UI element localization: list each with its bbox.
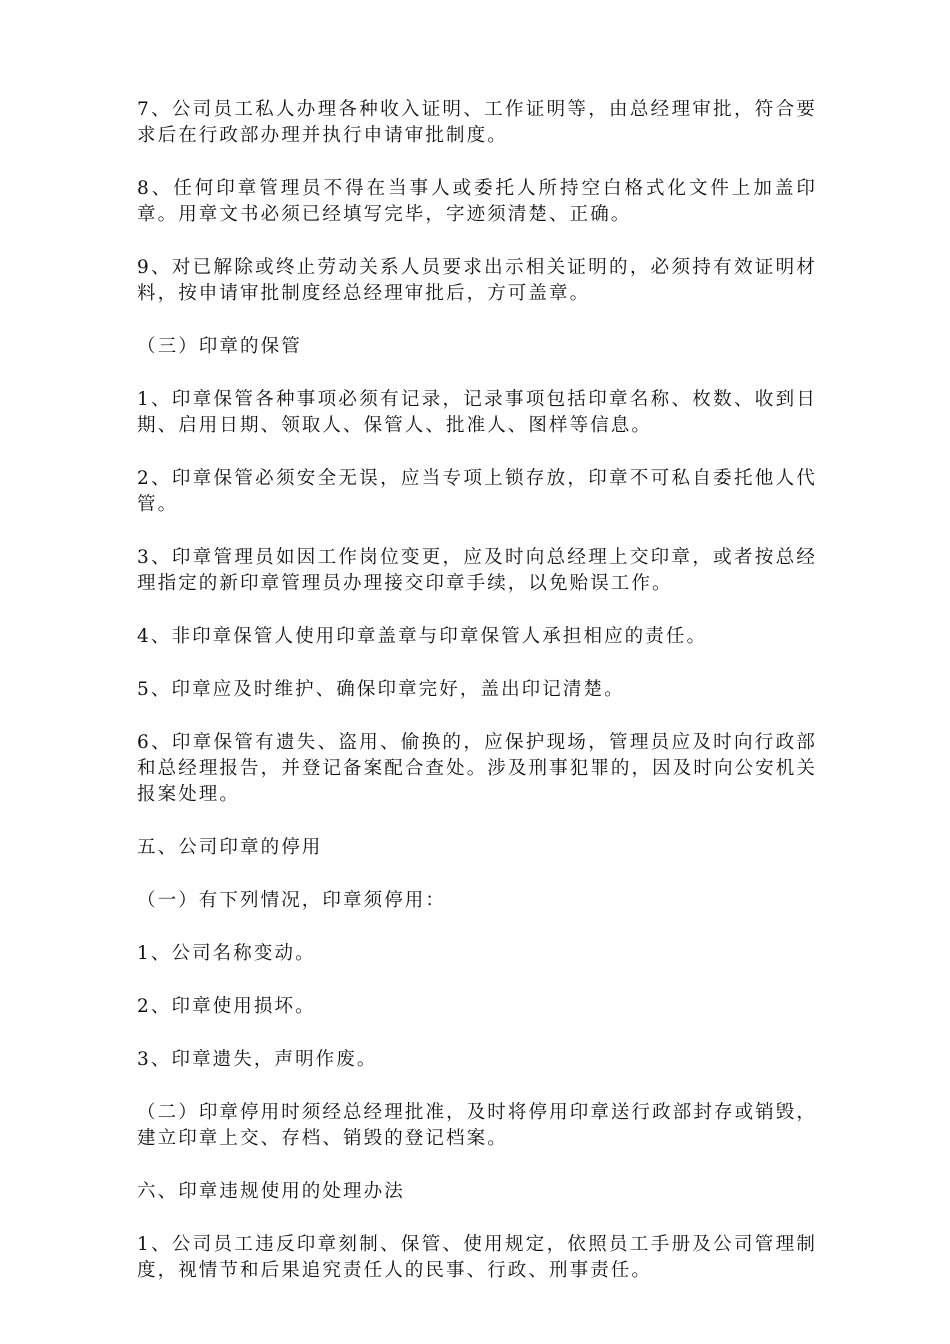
section-heading-violation-handling: 六、印章违规使用的处理办法: [137, 1181, 405, 1202]
subsection-heading-suspension-cases: （一）有下列情况，印章须停用：: [137, 890, 447, 911]
section-heading-seal-custody: （三）印章的保管: [137, 336, 302, 357]
paragraph-violation-1: 1、公司员工违反印章刻制、保管、使用规定，依照员工手册及公司管理制度，视情节和后果追究责任人的民事、行政、刑事责任。: [137, 1234, 817, 1281]
paragraph-custody-4-responsibility: 4、非印章保管人使用印章盖章与印章保管人承担相应的责任。: [137, 626, 708, 647]
list-item-company-name-change: 1、公司名称变动。: [137, 943, 316, 964]
paragraph-custody-3-handover: 3、印章管理员如因工作岗位变更，应及时向总经理上交印章，或者按总经理指定的新印章管理员办理接交印章手续，以免贻误工作。: [137, 547, 817, 594]
document-body: [137, 97, 817, 1311]
list-item-seal-damaged: 2、印章使用损坏。: [137, 996, 316, 1017]
list-item-seal-lost: 3、印章遗失，声明作废。: [137, 1049, 378, 1070]
paragraph-custody-1-records: 1、印章保管各种事项必须有记录，记录事项包括印章名称、枚数、收到日期、启用日期、领取人、保管人、批准人、图样等信息。: [137, 389, 817, 436]
paragraph-8-blank-document-rule: 8、任何印章管理员不得在当事人或委托人所持空白格式化文件上加盖印章。用章文书必须已经填写完毕，字迹须清楚、正确。: [137, 178, 817, 225]
paragraph-9-terminated-employee-proof: 9、对已解除或终止劳动关系人员要求出示相关证明的，必须持有效证明材料，按申请审批制度经总经理审批后，方可盖章。: [137, 257, 817, 304]
paragraph-7-income-proof: 7、公司员工私人办理各种收入证明、工作证明等，由总经理审批，符合要求后在行政部办理并执行申请审批制度。: [137, 99, 817, 146]
paragraph-custody-6-loss: 6、印章保管有遗失、盗用、偷换的，应保护现场，管理员应及时向行政部和总经理报告，并登记备案配合查处。涉及刑事犯罪的，因及时向公安机关报案处理。: [137, 732, 817, 805]
section-heading-seal-suspension: 五、公司印章的停用: [137, 837, 323, 858]
paragraph-custody-2-safety: 2、印章保管必须安全无误，应当专项上锁存放，印章不可私自委托他人代管。: [137, 468, 817, 515]
paragraph-suspension-approval: （二）印章停用时须经总经理批准，及时将停用印章送行政部封存或销毁，建立印章上交、存档、销毁的登记档案。: [137, 1102, 817, 1149]
paragraph-custody-5-maintenance: 5、印章应及时维护、确保印章完好，盖出印记清楚。: [137, 679, 625, 700]
